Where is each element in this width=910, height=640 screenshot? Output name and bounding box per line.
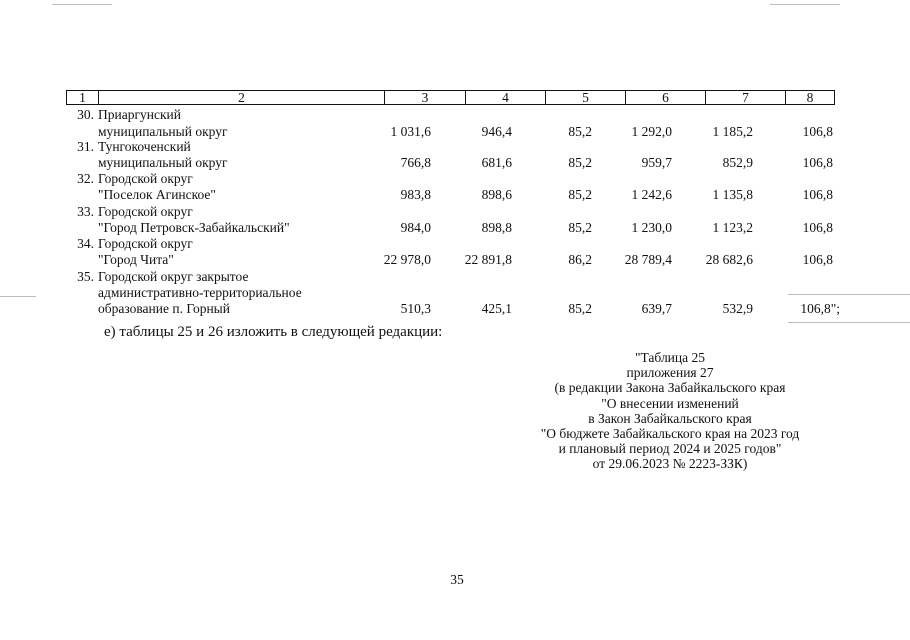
value-col-3: 984,0: [400, 220, 431, 235]
table-row: [0, 236, 910, 269]
table-row: [0, 204, 910, 236]
row-name-line: "Город Петровск-Забайкальский": [98, 220, 290, 235]
row-name-line: Приаргунский: [98, 107, 181, 122]
header-cell-1: 1: [67, 91, 99, 104]
note-line: (в редакции Закона Забайкальского края: [554, 380, 786, 396]
value-col-3: 22 978,0: [383, 252, 431, 267]
value-col-6: 28 789,4: [624, 252, 672, 267]
table-row: [0, 269, 910, 319]
header-cell-2: 2: [99, 91, 385, 104]
row-number: 33.: [77, 204, 94, 219]
note-line: в Закон Забайкальского края: [588, 410, 752, 426]
note-line: "О внесении изменений: [601, 395, 739, 411]
value-col-3: 766,8: [400, 155, 431, 170]
row-name-line: образование п. Горный: [98, 301, 230, 316]
table-header: [66, 90, 835, 105]
value-col-7: 532,9: [722, 301, 753, 316]
row-name-line: Тунгокоченский: [98, 139, 191, 154]
row-number: 34.: [77, 236, 94, 251]
value-col-3: 983,8: [400, 187, 431, 202]
value-col-7: 28 682,6: [705, 252, 753, 267]
value-col-8: 106,8: [802, 155, 833, 170]
value-col-4: 898,8: [481, 220, 512, 235]
value-col-8: 106,8: [802, 124, 833, 139]
table-row: [0, 171, 910, 204]
row-name-line: "Поселок Агинское": [98, 187, 216, 202]
row-number: 32.: [77, 171, 94, 186]
value-col-7: 1 135,8: [712, 187, 753, 202]
table-annex-note: [520, 350, 820, 472]
row-name-line: Городской округ: [98, 171, 193, 186]
value-col-8: 106,8: [802, 220, 833, 235]
row-name-line: Городской округ: [98, 236, 193, 251]
header-cell-8: 8: [806, 90, 814, 105]
value-col-4: 425,1: [481, 301, 512, 316]
row-name-line: муниципальный округ: [98, 124, 228, 139]
row-number: 30.: [77, 107, 94, 122]
row-name-line: муниципальный округ: [98, 155, 228, 170]
value-col-5: 85,2: [568, 187, 592, 202]
table-body: [0, 107, 910, 319]
note-line: "О бюджете Забайкальского края на 2023 год: [540, 426, 800, 442]
value-col-6: 639,7: [641, 301, 672, 316]
scan-artifact-top-left: [52, 4, 112, 5]
scan-artifact-top-right: [770, 4, 840, 5]
value-col-8: 106,8: [802, 252, 833, 267]
value-col-4: 681,6: [481, 155, 512, 170]
value-col-5: 85,2: [568, 301, 592, 316]
scan-artifact-right-bottom: [788, 322, 910, 323]
value-col-7: 1 123,2: [712, 220, 753, 235]
note-line: приложения 27: [626, 365, 714, 381]
amendment-paragraph: е) таблицы 25 и 26 изложить в следующей редакции:: [104, 324, 443, 340]
value-col-5: 85,2: [568, 220, 592, 235]
row-name-line: Городской округ закрытое: [98, 269, 249, 284]
value-col-6: 1 242,6: [631, 187, 672, 202]
value-col-6: 959,7: [641, 155, 672, 170]
value-col-3: 510,3: [400, 301, 431, 316]
row-number: 31.: [77, 139, 94, 154]
note-line: и плановый период 2024 и 2025 годов": [558, 441, 782, 457]
header-cell-7: 7: [706, 91, 786, 104]
value-col-8: 106,8: [802, 187, 833, 202]
value-col-5: 85,2: [568, 124, 592, 139]
value-col-5: 85,2: [568, 155, 592, 170]
row-name-line: административно-территориальное: [98, 285, 302, 300]
value-col-4: 22 891,8: [464, 252, 512, 267]
table-row: [0, 107, 910, 139]
header-cell-5: 5: [546, 91, 626, 104]
row-number: 35.: [77, 269, 94, 284]
value-col-6: 1 292,0: [631, 124, 672, 139]
page-number: 35: [450, 572, 464, 587]
value-col-4: 946,4: [481, 124, 512, 139]
table-row: [0, 139, 910, 171]
value-col-7: 1 185,2: [712, 124, 753, 139]
row-name-line: Городской округ: [98, 204, 193, 219]
note-line: от 29.06.2023 № 2223-ЗЗК): [592, 456, 748, 472]
row-name-line: "Город Чита": [98, 252, 174, 267]
value-col-4: 898,6: [481, 187, 512, 202]
header-cell-3: 3: [385, 91, 466, 104]
value-col-5: 86,2: [568, 252, 592, 267]
header-cell-6: 6: [626, 91, 706, 104]
note-line: "Таблица 25: [635, 350, 705, 365]
value-col-8: 106,8";: [800, 301, 840, 316]
value-col-7: 852,9: [722, 155, 753, 170]
value-col-6: 1 230,0: [631, 220, 672, 235]
header-cell-4: 4: [466, 91, 546, 104]
value-col-3: 1 031,6: [390, 124, 431, 139]
